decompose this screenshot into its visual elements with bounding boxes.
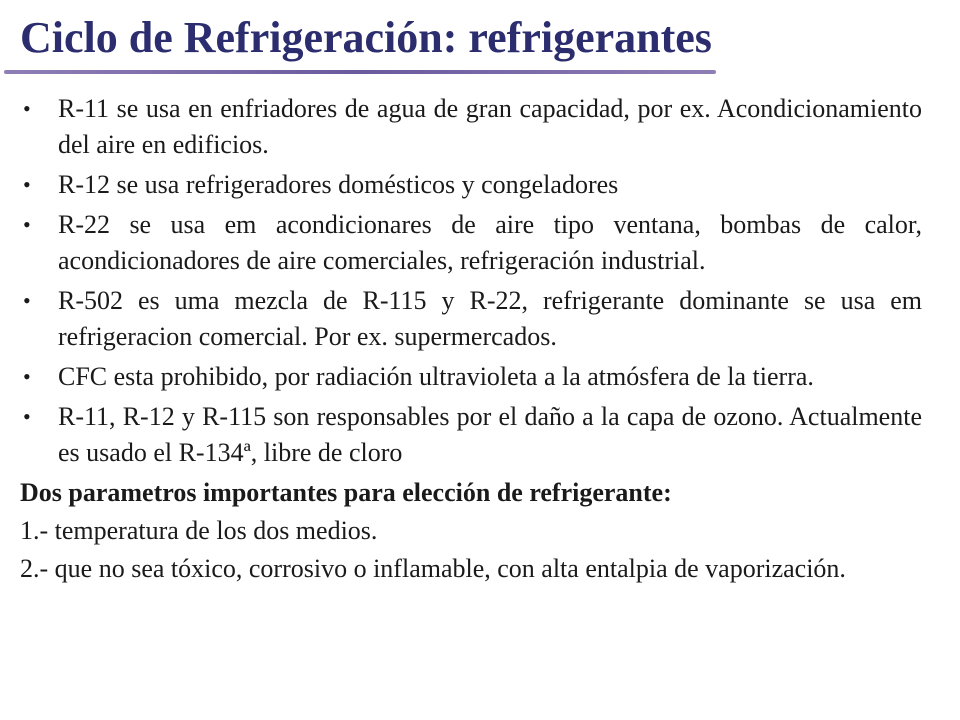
bullet-text: R-11, R-12 y R-115 son responsables por el daño a la capa de ozono. Actualmente es usado el R-134ª, libre de cloro <box>58 402 922 467</box>
bullet-icon: • <box>23 172 31 197</box>
param-item-2: 2.- que no sea tóxico, corrosivo o inflamable, con alta entalpia de vaporización. <box>20 554 846 583</box>
bullet-text: CFC esta prohibido, por radiación ultravioleta a la atmósfera de la tierra. <box>58 362 814 391</box>
params-heading: Dos parametros importantes para elección de refrigerante: <box>20 478 672 507</box>
bullet-text: R-22 se usa em acondicionares de aire tipo ventana, bombas de calor, acondicionadores de aire comerciales, refrigeración industrial. <box>58 210 922 275</box>
bullet-item-cfc <box>20 359 922 395</box>
bullet-icon: • <box>23 212 31 237</box>
bullet-icon: • <box>23 288 31 313</box>
bullet-text: R-12 se usa refrigeradores domésticos y congeladores <box>58 170 619 199</box>
bullet-icon: • <box>23 404 31 429</box>
bullet-list <box>20 91 922 471</box>
slide-title: Ciclo de Refrigeración: refrigerantes <box>20 13 712 62</box>
bullet-item-r11 <box>20 91 922 163</box>
bullet-text: R-502 es uma mezcla de R-115 y R-22, refrigerante dominante se usa em refrigeracion comercial. Por ex. supermercados. <box>58 286 922 351</box>
bullet-icon: • <box>23 96 31 121</box>
bullet-icon: • <box>23 364 31 389</box>
param-item-1: 1.- temperatura de los dos medios. <box>20 516 378 545</box>
bullet-item-ozone <box>20 399 922 471</box>
bullet-item-r12 <box>20 167 922 203</box>
bullet-item-r22 <box>20 207 922 279</box>
bullet-item-r502 <box>20 283 922 355</box>
title-underline <box>4 70 716 74</box>
bullet-text: R-11 se usa en enfriadores de agua de gran capacidad, por ex. Acondicionamiento del aire en edificios. <box>58 94 922 159</box>
slide-content <box>20 91 922 587</box>
